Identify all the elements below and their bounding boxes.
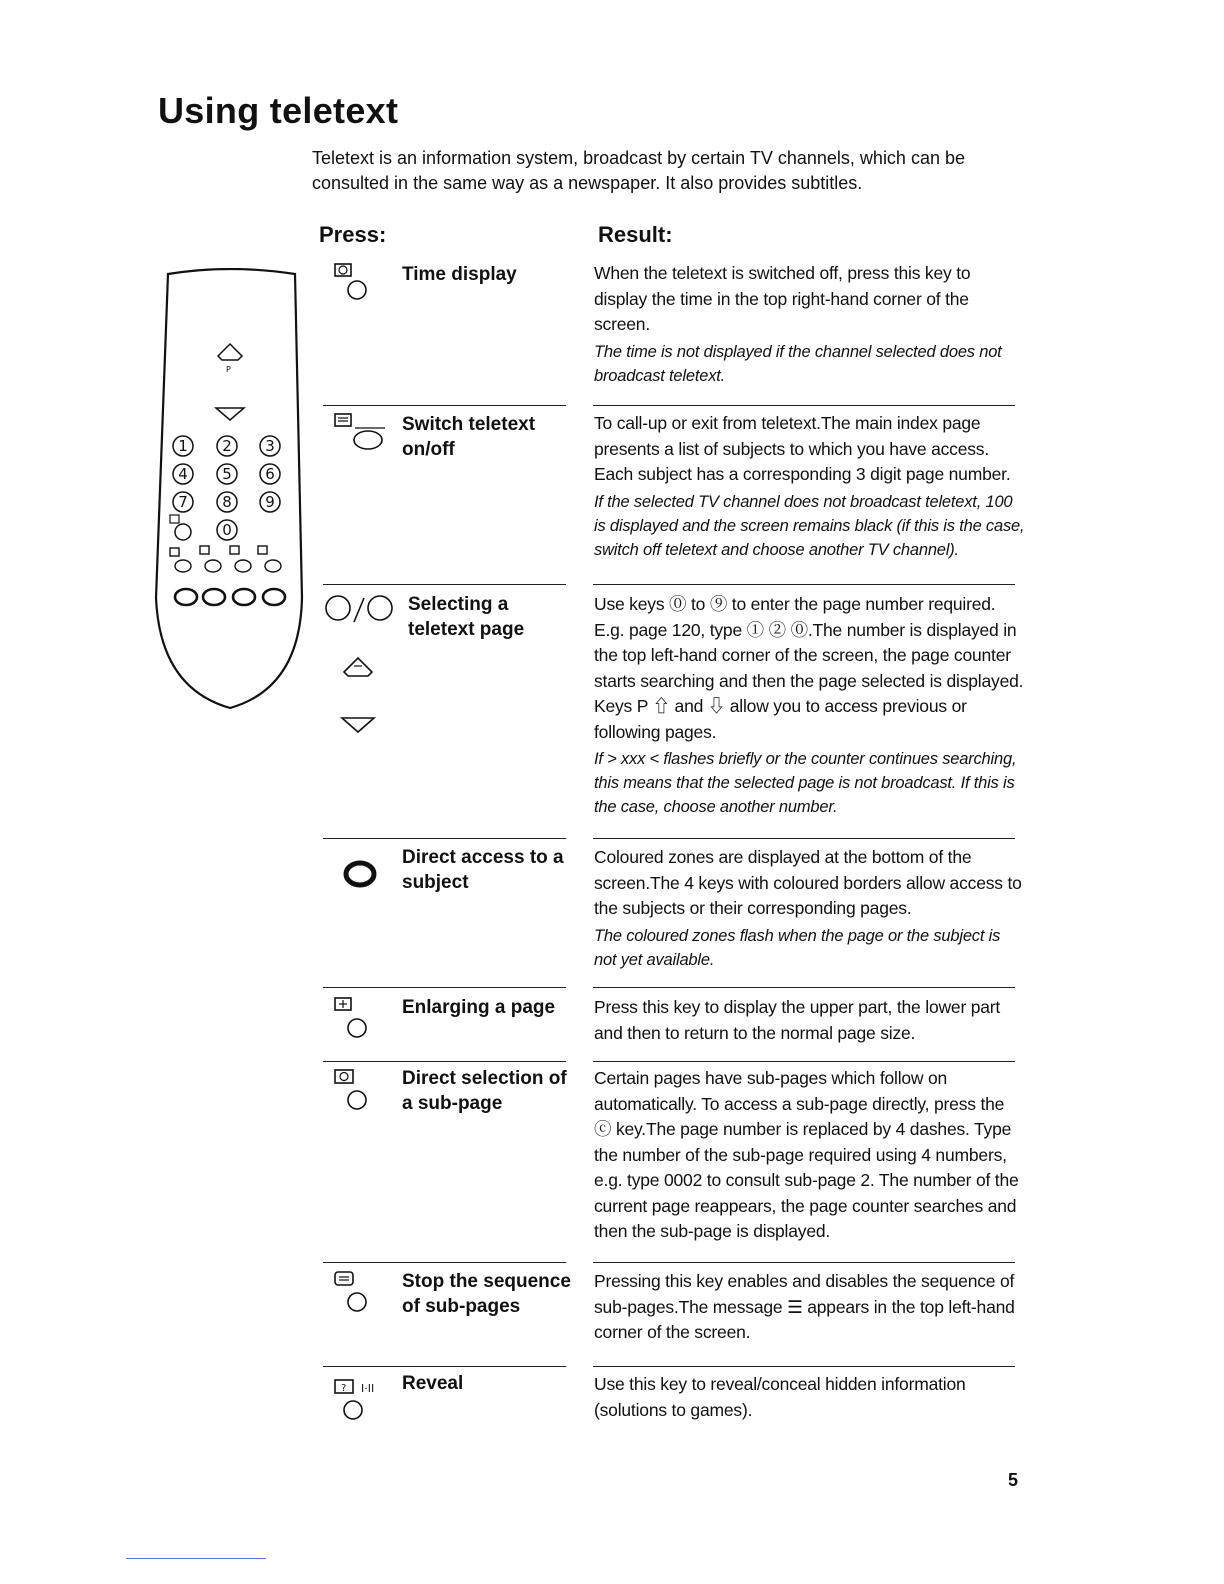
result-text: When the teletext is switched off, press this key to display the time in the top right-hand corner of the screen. [594,263,971,334]
result-text: Use keys ⓪ to ⑨ to enter the page number required. E.g. page 120, type ① ② ⓪.The number is displayed in the top left-hand corner of the screen, the page counter starts searching and then the page selected is displayed. Keys P ⇧ and ⇩ allow you to access previous or following pages. [594,594,1024,742]
reveal-key-icon [333,1376,403,1422]
row-label-direct-access: Direct access to a subject [402,847,564,893]
result-text: Certain pages have sub-pages which follow on automatically. To access a sub-page directly, press the ⓒ key.The page number is replaced by 4 dashes. Type the number of the sub-page required using 4 numbers, e.g. type 0002 to consult sub-page 2. The number of the current page reappears, the page counter searches and then the sub-page is displayed. [594,1068,1019,1241]
row-result-reveal [594,1372,1026,1423]
svg-text:6: 6 [265,465,275,483]
intro-paragraph: Teletext is an information system, broadcast by certain TV channels, which can be consulted in the same way as a newspaper. It also provides subtitles. [312,148,965,193]
digit-key-1 [173,436,193,456]
digit-keys-icon [324,590,404,750]
result-note: The time is not displayed if the channel selected does not broadcast teletext. [594,342,1002,385]
row-label-stop-sequence: Stop the sequence of sub-pages [402,1271,571,1317]
svg-text:9: 9 [265,493,275,511]
clock-key-small-icon [170,515,191,540]
remote-control-illustration [150,268,320,728]
row-result-direct-selection [594,1066,1026,1245]
divider [593,584,1015,585]
result-text: Use this key to reveal/conceal hidden information (solutions to games). [594,1374,966,1420]
clock-key-icon [333,262,373,302]
row-label-direct-selection: Direct selection of a sub-page [402,1068,567,1114]
row-result-switch-teletext [594,411,1026,562]
row-label-reveal: Reveal [402,1373,464,1394]
p-up-icon [218,344,242,374]
row-result-stop-sequence [594,1269,1026,1346]
divider [323,838,566,839]
svg-text:8: 8 [222,493,232,511]
result-note: If the selected TV channel does not broadcast teletext, 100 is displayed and the screen remains black (if this is the case, switch off teletext and choose another TV channel). [594,492,1025,559]
subpage-key-icon [333,1068,373,1114]
p-label: P [226,365,231,374]
digit-key-7 [173,492,193,512]
svg-text:0: 0 [222,521,232,539]
svg-text:7: 7 [178,493,188,511]
result-text: To call-up or exit from teletext.The main index page presents a list of subjects to which you have access. Each subject has a corresponding 3 digit page number. [594,413,1011,484]
svg-text:2: 2 [222,437,232,455]
digit-key-5 [217,464,237,484]
row-result-enlarging [594,995,1026,1046]
svg-text:1: 1 [178,437,188,455]
function-keys-row [170,546,281,572]
result-note: If > xxx < flashes briefly or the counter continues searching, this means that the selected page is not broadcast. If this is the case, choose another number. [594,750,1017,816]
svg-text:3: 3 [265,437,275,455]
divider [593,1262,1015,1263]
svg-text:?: ? [341,1383,347,1394]
row-label-selecting-page: Selecting a teletext page [408,594,525,640]
coloured-key-icon [340,856,380,892]
result-note: The coloured zones flash when the page or the subject is not yet available. [594,926,1001,969]
divider [323,584,566,585]
p-down-icon [216,408,244,420]
divider [323,1366,566,1367]
footer-rule [126,1558,266,1559]
divider [323,1262,566,1263]
svg-text:5: 5 [222,465,232,483]
divider [593,987,1015,988]
row-result-time-display [594,261,1026,388]
press-heading: Press: [319,222,387,247]
page-number: 5 [1007,1470,1018,1490]
divider [593,838,1015,839]
teletext-key-icon [333,412,393,452]
row-label-enlarging: Enlarging a page [402,997,556,1018]
enlarge-key-icon [333,996,373,1042]
divider [323,405,566,406]
divider [593,1366,1015,1367]
svg-text:4: 4 [178,465,188,483]
divider [323,1061,566,1062]
digit-key-2 [217,436,237,456]
result-text: Press this key to display the upper part, the lower part and then to return to the normal page size. [594,997,1001,1043]
digit-key-0 [217,520,237,540]
row-label-time-display: Time display [402,264,517,285]
digit-key-4 [173,464,193,484]
result-heading: Result: [598,222,673,247]
row-label-switch-teletext: Switch teletext on/off [402,414,536,460]
row-result-selecting-page [594,592,1026,819]
divider [323,987,566,988]
divider [593,405,1015,406]
row-result-direct-access [594,845,1026,972]
digit-key-9 [260,492,280,512]
result-text: Pressing this key enables and disables the sequence of sub-pages.The message ☰ appears in the top left-hand corner of the screen. [594,1271,1015,1342]
page-title: Using teletext [158,90,399,131]
digit-key-3 [260,436,280,456]
result-text: Coloured zones are displayed at the bottom of the screen.The 4 keys with coloured borders allow access to the subjects or their corresponding pages. [594,847,1022,918]
digit-key-6 [260,464,280,484]
digit-key-8 [217,492,237,512]
coloured-keys-row [175,589,285,605]
divider [593,1061,1015,1062]
svg-text:I·II: I·II [361,1382,375,1395]
hold-key-icon [333,1270,373,1316]
